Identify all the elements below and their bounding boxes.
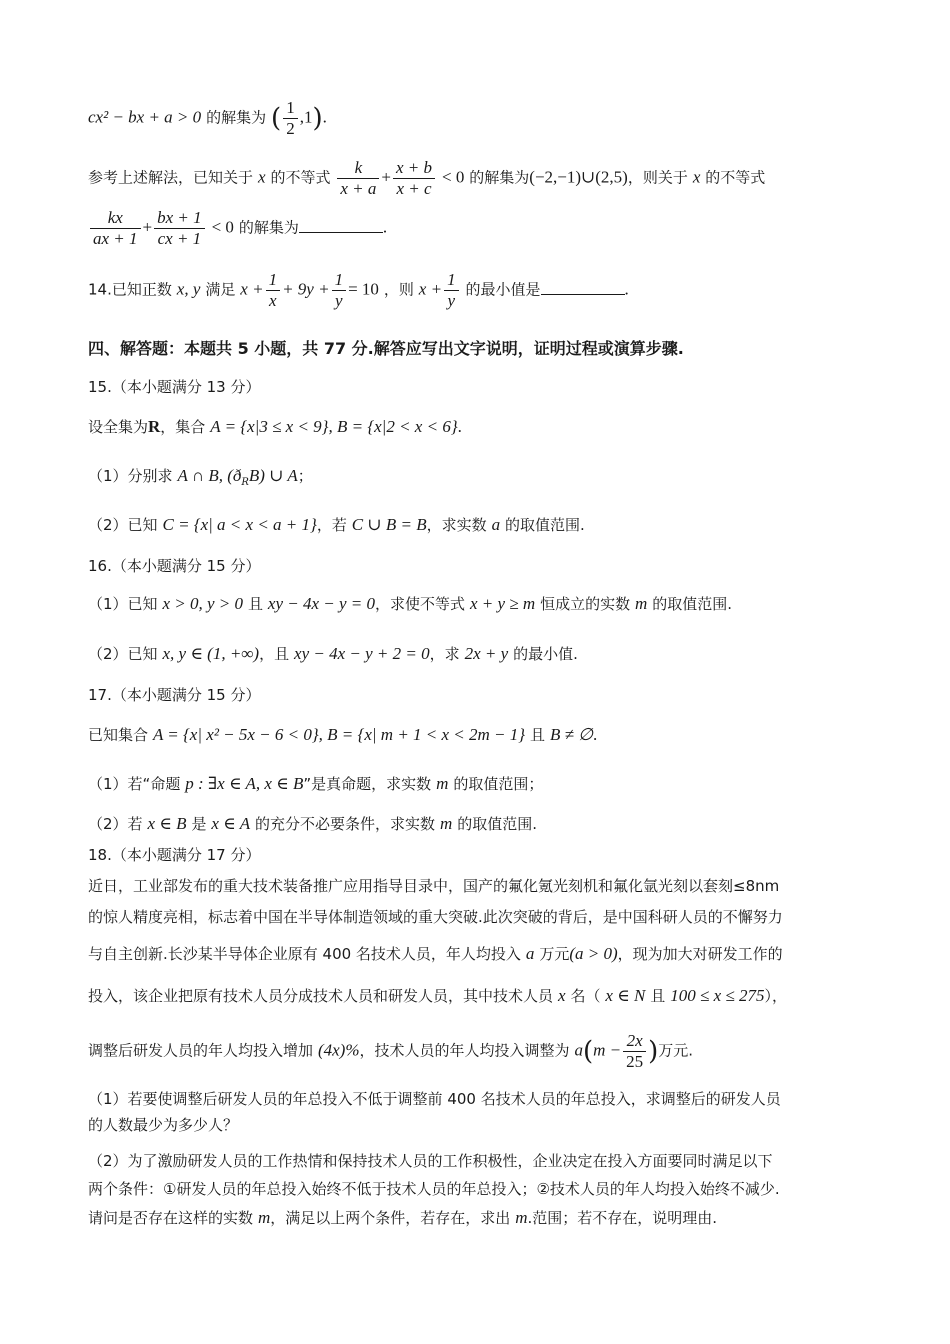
q13-fraction-k: $\frac{k}{x + a}$ xyxy=(337,158,379,199)
q15-title: 15.（本小题满分 13 分） xyxy=(88,378,261,396)
q14-label: 14.已知正数 xyxy=(88,280,172,299)
q15-part1: （1）分别求 A ∩ B, $(ð_RB)$ ∪ A； xyxy=(88,466,313,489)
q18-part2-b: 两个条件：①研发人员的年总投入始终不低于技术人员的年总投入；②技术人员的年人均投入始终不减少. xyxy=(88,1180,780,1198)
q13-conclusion-math: cx² − bx + a > 0 xyxy=(88,107,202,127)
q13-solution-set: (−2,−1)∪(2,5) xyxy=(529,167,628,187)
q17-part2: （2）若 x ∈ B 是 x ∈ A 的充分不必要条件，求实数 m 的取值范围. xyxy=(88,814,537,833)
q16-title: 16.（本小题满分 15 分） xyxy=(88,557,261,575)
q18-line3: 与自主创新.长沙某半导体企业原有 400 名技术人员，年人均投入 a 万元(a > 0)，现为加大对研发工作的 xyxy=(88,944,783,963)
q18-part2-a: （2）为了激励研发人员的工作热情和保持技术人员的工作积极性，企业决定在投入方面要同时满足以下 xyxy=(88,1152,773,1170)
section4-heading: 四、解答题：本题共 5 小题，共 77 分.解答应写出文字说明，证明过程或演算步骤. xyxy=(88,339,684,358)
q18-line1: 近日，工业部发布的重大技术装备推广应用指导目录中，国产的氟化氪光刻机和氟化氩光刻以套刻≤8nm xyxy=(88,877,780,895)
q17-part1: （1）若“命题 p : ∃x ∈ A, x ∈ B”是真命题，求实数 m 的取值范围； xyxy=(88,774,544,793)
q17-stem: 已知集合 A = {x| x² − 5x − 6 < 0}, B = {x| m + 1 < x < 2m − 1} 且 B ≠ ∅. xyxy=(88,725,598,744)
q14-line: 14.已知正数 x, y 满足 x + $\frac{1}{x}$ + 9y + $\frac{1}{y}$ = 10 ，则 x + $\frac{1}{y}$ 的最小值是 . xyxy=(88,270,629,310)
q18-title: 18.（本小题满分 17 分） xyxy=(88,846,261,864)
q16-part1: （1）已知 x > 0, y > 0 且 xy − 4x − y = 0，求使不等式 x + y ≥ m 恒成立的实数 m 的取值范围. xyxy=(88,594,733,613)
q13-answer-blank[interactable] xyxy=(299,216,383,233)
q18-part2-c: 请问是否存在这样的实数 m，满足以上两个条件，若存在，求出 m.范围；若不存在，说明理由. xyxy=(88,1208,718,1227)
q15-part2: （2）已知 C = {x| a < x < a + 1}，若 C ∪ B = B，求实数 a 的取值范围. xyxy=(88,515,585,534)
q13-reference-line: 参考上述解法，已知关于 x 的不等式 $\frac{k}{x + a}$ + $\frac{x + b}{x + c}$ < 0 的解集为(−2,−1)∪(2,5)，则关于 x 的不等式 xyxy=(88,158,766,198)
q13-conclusion-line: cx² − bx + a > 0 的解集为 ( $\frac{1}{2}$ ,1). xyxy=(88,98,327,138)
q15-stem: 设全集为R，集合 A = {x|3 ≤ x < 9}, B = {x|2 < x < 6}. xyxy=(88,417,462,436)
q13-question-line: $\frac{kx}{ax + 1}$ + $\frac{bx + 1}{cx + 1}$ < 0 的解集为 . xyxy=(88,208,387,249)
q18-fraction-2x-25: $\frac{2x}{25}$ xyxy=(623,1031,646,1072)
q14-answer-blank[interactable] xyxy=(541,278,625,295)
q18-line4: 投入，该企业把原有技术人员分成技术人员和研发人员，其中技术人员 x 名（ x ∈ N 且 100 ≤ x ≤ 275）， xyxy=(88,986,787,1005)
q13-fraction-kx: $\frac{kx}{ax + 1}$ xyxy=(90,208,141,249)
q18-line2: 的惊人精度亮相，标志着中国在半导体制造领域的重大突破.此次突破的背后，是中国科研人员的不懈努力 xyxy=(88,908,783,926)
q17-title: 17.（本小题满分 15 分） xyxy=(88,686,261,704)
q13-conclusion-text: 的解集为 xyxy=(206,108,267,127)
q13-half-fraction: $\frac{1}{2}$ xyxy=(283,98,298,139)
q13-fraction-bx: $\frac{bx + 1}{cx + 1}$ xyxy=(154,208,205,249)
q16-part2: （2）已知 x, y ∈ (1, +∞)，且 xy − 4x − y + 2 = 0，求 2x + y 的最小值. xyxy=(88,644,578,663)
q18-part1-a: （1）若要使调整后研发人员的年总投入不低于调整前 400 名技术人员的年总投入，求调整后的研发人员 xyxy=(88,1090,781,1108)
q13-fraction-xb: $\frac{x + b}{x + c}$ xyxy=(393,158,435,199)
q18-line5: 调整后研发人员的年人均投入增加 (4x)%，技术人员的年人均投入调整为 a(m − $\frac{2x}{25}$ )万元. xyxy=(88,1031,694,1071)
q18-part1-b: 的人数最少为多少人？ xyxy=(88,1116,239,1134)
